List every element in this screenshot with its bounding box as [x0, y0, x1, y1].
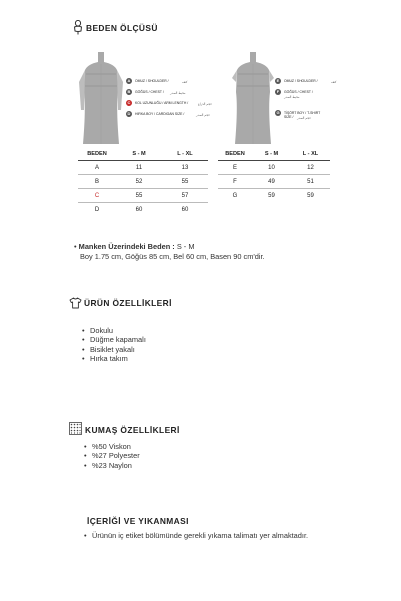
- right-label-f: F GÖĞÜS / CHEST / محيط الصدر: [276, 89, 313, 99]
- list-item: • %27 Polyester: [84, 451, 284, 460]
- tshirt-icon: [69, 296, 82, 308]
- left-label-a: A OMUZ / SHOULDER / كتف: [127, 78, 188, 84]
- badge-d: D: [127, 111, 131, 116]
- list-item: • Ürünün iç etiket bölümünde gerekli yıkama talimatı yer almaktadır.: [84, 531, 324, 540]
- badge-a: A: [127, 78, 131, 83]
- list-item: • Hırka takım: [82, 354, 282, 363]
- model-measurements: Boy 1.75 cm, Göğüs 85 cm, Bel 60 cm, Basen 90 cm'dir.: [80, 252, 265, 261]
- table-header-row: BEDEN S - M L - XL: [87, 150, 193, 157]
- right-size-table: [218, 147, 330, 202]
- table-header-row: BEDEN S - M L - XL: [225, 150, 319, 157]
- badge-b: B: [127, 89, 131, 94]
- right-label-g: G TİŞÖRT BOY / T-SHIRT SIZE / حجم الصدر: [276, 110, 321, 120]
- table-row: A 11 13: [78, 161, 208, 175]
- badge-e: E: [276, 78, 280, 83]
- badge-g: G: [276, 110, 280, 115]
- list-item: • %23 Naylon: [84, 461, 284, 470]
- fabric-features-list: [84, 442, 284, 470]
- model-size-value: S - M: [176, 242, 195, 251]
- list-item: • Bisiklet yakalı: [82, 345, 282, 354]
- product-features-list: [82, 326, 282, 364]
- table-row: B 52 55: [78, 175, 208, 189]
- table-row: E 10 12: [218, 161, 330, 175]
- left-label-b: B GÖĞÜS / CHEST / محيط الصدر: [127, 89, 186, 95]
- table-row: D 60 60: [78, 203, 208, 217]
- table-row: F 49 51: [218, 175, 330, 189]
- list-item: • Dokulu: [82, 326, 282, 335]
- model-info: • Manken Üzerindeki Beden : S - M Boy 1.75 cm, Göğüs 85 cm, Bel 60 cm, Basen 90 cm'dir.: [74, 242, 374, 262]
- badge-f: F: [276, 89, 280, 94]
- care-list: [84, 531, 324, 540]
- list-item: • %50 Viskon: [84, 442, 284, 451]
- left-label-c: C KOL UZUNLUĞU / ARM LENGTH / حجم الذراع: [127, 100, 213, 106]
- right-label-e: E OMUZ / SHOULDER / كتف: [276, 78, 337, 84]
- right-mannequin-figure: [228, 52, 278, 144]
- product-features-title: ÜRÜN ÖZELLİKLERİ: [84, 298, 172, 308]
- model-size-label: Manken Üzerindeki Beden :: [78, 242, 175, 251]
- fabric-texture-icon: [69, 422, 82, 435]
- table-row: G 59 59: [218, 189, 330, 203]
- left-mannequin-figure: [76, 52, 126, 144]
- list-item: • Düğme kapamalı: [82, 335, 282, 344]
- left-size-table: [78, 147, 208, 216]
- size-chart-title: BEDEN ÖLÇÜSÜ: [86, 23, 158, 33]
- fabric-features-title: KUMAŞ ÖZELLİKLERİ: [85, 425, 180, 435]
- care-title: İÇERİĞİ VE YIKANMASI: [87, 516, 189, 526]
- badge-c: C: [127, 100, 131, 105]
- mannequin-icon: [73, 20, 83, 35]
- table-row: C 55 57: [78, 189, 208, 203]
- left-label-d: D HIRKA BOY / CARDIGAN SIZE / حجم الصدر: [127, 111, 210, 117]
